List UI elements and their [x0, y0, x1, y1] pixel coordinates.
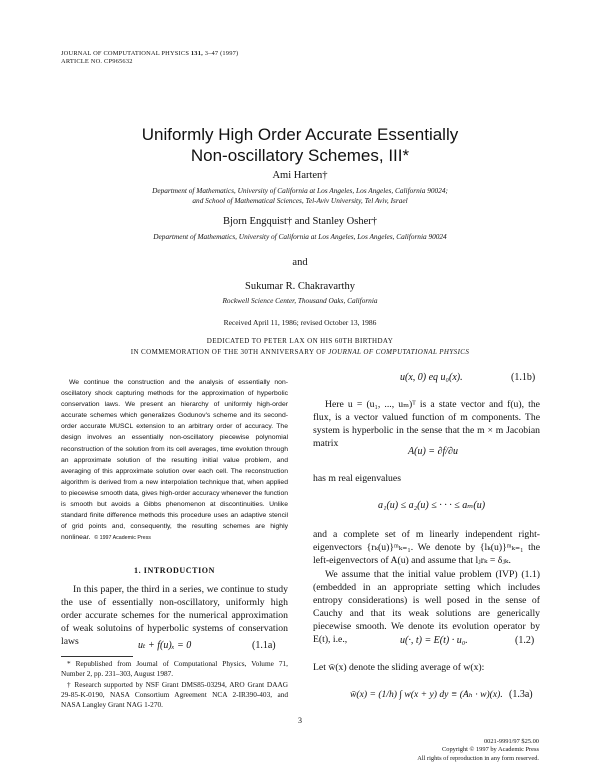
author-chakravarthy: Sukumar R. Chakravarthy [245, 281, 355, 292]
dedication-line-1: DEDICATED TO PETER LAX ON HIS 60TH BIRTHDAY [206, 337, 394, 345]
copyright-block [417, 738, 539, 763]
title-line-1: Uniformly High Order Accurate Essentially [141, 125, 459, 144]
article-number: ARTICLE NO. CP965632 [61, 58, 133, 65]
abstract [61, 377, 288, 544]
equation-jacobian: A(u) = ∂f/∂u [408, 446, 458, 457]
equation-1-3a: w̄(x) = (1/h) ∫ w(x + y) dy ≡ (Aₕ · w)(x). [350, 689, 503, 700]
equation-number-1-2: (1.2) [515, 635, 535, 646]
paragraph-state-vector: Here u = (u₁, ..., uₘ)ᵀ is a state vector and f(u), the flux, is a vector valued function of m components. The system is hyperbolic in the sense that the m × m Jacobian matrix [313, 399, 540, 449]
equation-eigenvalues: a₁(u) ≤ a₂(u) ≤ · · · ≤ aₘ(u) [378, 500, 486, 511]
affiliation-engquist-osher: Department of Mathematics, University of California at Los Angeles, Los Angeles, California 90024 [153, 232, 447, 241]
equation-number-1-1b: (1.1b) [511, 372, 536, 383]
author-engquist-osher: Bjorn Engquist† and Stanley Osher† [223, 216, 377, 227]
section-title-introduction: 1. INTRODUCTION [133, 566, 215, 575]
abstract-text: We continue the construction and the analysis of essentially non-oscillatory shock capturing methods for the approximation of hyperbolic conservation laws. We present an hierarchy of uniformly high-order accurate schemes which generalizes Godunov's scheme and its second-order accurate MUSCL extension to an arbitrary order of accuracy. The design involves an essentially non-oscillatory piecewise polynomial reconstruction of the solution from its cell averages, time evolution through an approximate solution of the resulting initial value problem, and averaging of this approximate solution over each cell. The reconstruction algorithm is derived from a new interpolation technique that, when applied to piecewise smooth data, gives high-order accuracy whenever the function is smooth but avoids a Gibbs phenomenon at discontinuities. Unlike standard finite difference methods this procedure uses an adaptive stencil of grid points and, consequently, the resulting schemes are highly nonlinear. [61, 379, 288, 542]
paragraph-eigenvectors: and a complete set of m linearly independent right-eigenvectors {rₖ(u)}ᵐₖ₌₁. We denote by {lₖ(u)}ᵐₖ₌₁ the left-eigenvectors of A(u) and assume that lⱼrₖ = δⱼₖ. [313, 529, 540, 566]
author-harten: Ami Harten† [272, 170, 328, 181]
publisher-copyright: Copyright © 1997 by Academic Press [442, 746, 539, 754]
paragraph-ivp: We assume that the initial value problem (IVP) (1.1) (embedded in an appropriate setting which includes entropy considerations) is well posed in the sense of Cauchy and that its weak solutions are generically piecewise smooth. We denote its evolution operator by E(t), i.e., [313, 569, 540, 645]
affiliation-chakravarthy: Rockwell Science Center, Thousand Oaks, California [222, 296, 378, 305]
dedication-journal: JOURNAL OF COMPUTATIONAL PHYSICS [328, 348, 470, 356]
footnote-republished: * Republished from Journal of Computational Physics, Volume 71, Number 2, pp. 231–303, August 1987. [61, 659, 288, 679]
received-date: Received April 11, 1986; revised October 13, 1986 [223, 318, 377, 327]
dedication [0, 336, 600, 358]
dedication-line-2: IN COMMEMORATION OF THE 30TH ANNIVERSARY OF JOURNAL OF COMPUTATIONAL PHYSICS [130, 348, 470, 356]
paragraph-sliding-average: Let w̄(x) denote the sliding average of w(x): [313, 662, 485, 673]
rights-reserved: All rights of reproduction in any form reserved. [417, 754, 539, 762]
equation-1-1b: u(x, 0) eq u₀(x). [400, 372, 463, 383]
journal-pages: 3–47 (1997) [204, 50, 239, 57]
affiliation-line-1: Department of Mathematics, University of California at Los Angeles, Los Angeles, California 90024; [152, 186, 448, 195]
page-number: 3 [298, 716, 302, 725]
footnote-research-support: † Research supported by NSF Grant DMS85-03294, ARO Grant DAAG 29-85-K-0190, NASA Consortium Agreement NCA 2-IR390-403, and NASA Langley Grant NAG 1-270. [61, 680, 288, 710]
equation-1-1a: uₜ + f(u)ₓ = 0 [138, 640, 192, 651]
intro-paragraph: In this paper, the third in a series, we continue to study the use of essentially non-oscillatory, uniformly high order accurate schemes for the numerical approximation of weak solutoins of hyperbolic systems of conservation laws [61, 584, 288, 647]
equation-1-2: u(·, t) = E(t) · u₀. [400, 635, 468, 646]
journal-header [61, 50, 238, 66]
journal-name: JOURNAL OF COMPUTATIONAL PHYSICS [61, 50, 190, 57]
affiliation-line-2: and School of Mathematical Sciences, Tel-Aviv University, Tel Aviv, Israel [192, 196, 408, 205]
abstract-copyright: © 1997 Academic Press [94, 535, 151, 542]
author-and: and [292, 257, 308, 268]
paragraph-eigenvalues: has m real eigenvalues [313, 473, 401, 484]
title-line-2: Non-oscillatory Schemes, III* [190, 146, 410, 165]
equation-number-1-3a: (1.3a) [509, 689, 533, 700]
footnote-divider [61, 656, 133, 657]
journal-volume: 131, [190, 50, 203, 57]
affiliation-harten [0, 186, 600, 206]
equation-number-1-1a: (1.1a) [252, 640, 276, 651]
paper-title [0, 124, 600, 166]
issn-price: 0021-9991/97 $25.00 [483, 738, 539, 745]
